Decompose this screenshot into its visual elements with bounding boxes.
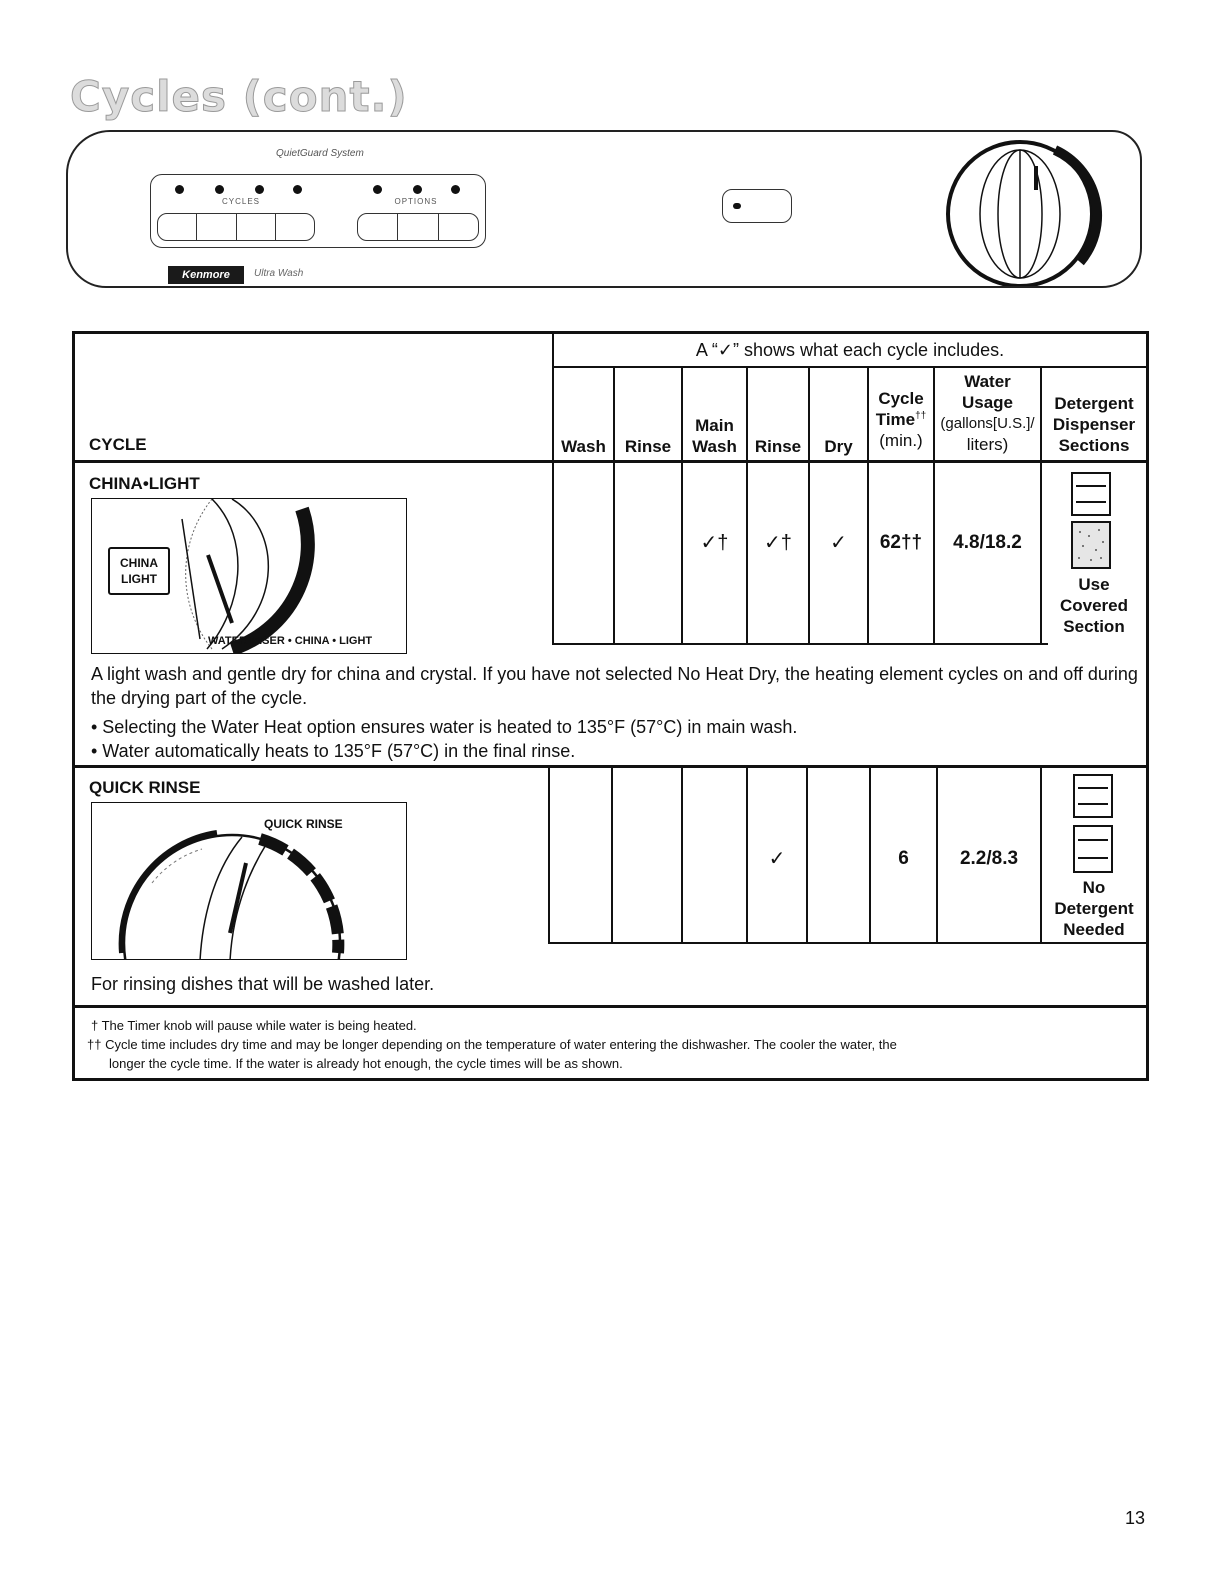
- wash-column-header: Wash: [561, 437, 606, 456]
- detergent-instruction-line: Section: [1063, 617, 1125, 636]
- quick-rinse-dial-illustration: [91, 802, 407, 960]
- detergent-header-line: Dispenser: [1052, 415, 1136, 434]
- brand-logo: Kenmore: [168, 266, 244, 284]
- cycles-label: CYCLES: [221, 197, 260, 206]
- grid-line: [808, 366, 810, 643]
- grid-line: [552, 643, 1048, 645]
- water-header-line: Water: [964, 372, 1011, 391]
- detergent-header-line: Detergent: [1054, 394, 1134, 413]
- cycle-time-value: 6: [898, 848, 909, 869]
- grid-line: [746, 366, 748, 643]
- cycle-led: [255, 185, 264, 194]
- option-led: [373, 185, 382, 194]
- clean-led: [733, 203, 741, 209]
- china-light-dial-illustration: [91, 498, 407, 654]
- detergent-instruction: [1042, 574, 1146, 637]
- cycle-time-header-line: Cycle: [878, 389, 924, 408]
- china-light-bullet: • Selecting the Water Heat option ensures water is heated to 135°F (57°C) in main wash.: [91, 717, 798, 737]
- option-button: [398, 214, 438, 240]
- clean-indicator: [722, 189, 792, 223]
- detergent-instruction-line: No: [1082, 878, 1106, 897]
- button-label: LIGHT: [121, 572, 157, 586]
- grid-line: [613, 366, 615, 643]
- dry-column-header: Dry: [824, 437, 853, 456]
- dry-check: ✓: [830, 532, 847, 554]
- button-label: CHINA: [120, 556, 158, 570]
- option-button: [358, 214, 398, 240]
- cycle-buttons: [157, 213, 315, 241]
- footnote: longer the cycle time. If the water is already hot enough, the cycle times will be as shown.: [109, 1056, 623, 1071]
- footnote: †† Cycle time includes dry time and may be longer depending on the temperature of water entering the dishwasher. The cooler the water, the: [87, 1037, 897, 1052]
- detergent-header-line: Sections: [1058, 436, 1130, 455]
- cycle-time-column-header: [869, 388, 933, 451]
- dial-icon: [172, 499, 407, 654]
- quick-rinse-description: For rinsing dishes that will be washed later.: [91, 974, 435, 994]
- main-wash-column-header: Main Wash: [692, 416, 737, 456]
- grid-line: [552, 334, 554, 643]
- system-label: QuietGuard System: [276, 148, 364, 159]
- rinse-check: ✓†: [764, 532, 792, 554]
- option-led: [413, 185, 422, 194]
- water-header-line: (gallons[U.S.]/: [940, 415, 1035, 432]
- rinse2-column-header: Rinse: [754, 437, 802, 456]
- water-header-line: liters): [966, 435, 1009, 454]
- cycle-button: [197, 214, 236, 240]
- cycle-led: [215, 185, 224, 194]
- grid-line: [806, 768, 808, 944]
- option-led: [451, 185, 460, 194]
- cycle-button: [276, 214, 314, 240]
- detergent-instruction: [1042, 877, 1146, 940]
- footnote: † The Timer knob will pause while water is being heated.: [91, 1018, 417, 1033]
- china-light-description: A light wash and gentle dry for china and crystal. If you have not selected No Heat Dry, the heating element cycles on and off during the drying part of the cycle.: [91, 664, 1138, 708]
- options-label: OPTIONS: [394, 197, 438, 206]
- grid-line: [611, 768, 613, 944]
- china-light-button: [108, 547, 170, 595]
- table-caption: A “✓” shows what each cycle includes.: [695, 340, 1005, 360]
- grid-line: [681, 366, 683, 643]
- detergent-dispenser-icon: [1071, 472, 1113, 570]
- detergent-instruction-line: Use: [1078, 575, 1110, 594]
- cycles-button-group: [150, 174, 486, 248]
- grid-line: [548, 942, 1146, 944]
- header-divider: [75, 460, 1146, 463]
- cycle-column-header: CYCLE: [89, 435, 147, 454]
- control-panel-illustration: [66, 130, 1142, 288]
- main-wash-check: ✓†: [700, 532, 729, 554]
- detergent-column-header: [1042, 393, 1146, 456]
- cycle-button: [237, 214, 276, 240]
- water-usage-value: 2.2/8.3: [959, 848, 1019, 869]
- cycle-button: [158, 214, 197, 240]
- cycle-led: [293, 185, 302, 194]
- rinse-column-header: Rinse: [624, 437, 672, 456]
- cycle-time-header-text: Time: [875, 410, 916, 429]
- detergent-instruction-line: Covered: [1059, 596, 1129, 615]
- detergent-instruction-line: Needed: [1063, 920, 1125, 939]
- water-usage-column-header: [935, 371, 1040, 455]
- cycle-time-value: 62††: [879, 532, 923, 553]
- cycle-led: [175, 185, 184, 194]
- dial-caption: QUICK RINSE: [264, 817, 343, 831]
- cycle-time-header-line: (min.): [879, 431, 923, 450]
- detergent-dispenser-icon: [1073, 774, 1115, 874]
- water-usage-value: 4.8/18.2: [953, 532, 1022, 553]
- detergent-instruction-line: Detergent: [1054, 899, 1134, 918]
- dial-icon: [92, 803, 407, 960]
- timer-dial-icon: [880, 132, 1140, 288]
- rinse-check: ✓: [768, 848, 786, 870]
- cycle-name-quick-rinse: QUICK RINSE: [89, 778, 201, 797]
- china-light-bullet: • Water automatically heats to 135°F (57°C) in the final rinse.: [91, 741, 576, 761]
- page-title: Cycles (cont.): [70, 72, 408, 121]
- cycle-time-header-line: Time††: [875, 410, 927, 429]
- page-number: 13: [1124, 1508, 1145, 1528]
- grid-line: [681, 768, 683, 944]
- grid-line: [548, 768, 550, 944]
- water-header-line: Usage: [961, 393, 1014, 412]
- option-button: [439, 214, 478, 240]
- footnote-divider: [75, 1005, 1146, 1008]
- cycle-name-china-light: CHINA•LIGHT: [89, 474, 200, 493]
- brand-subtitle: Ultra Wash: [254, 268, 304, 279]
- cycle-table: [72, 331, 1149, 1081]
- dial-caption: WATER MISER • CHINA • LIGHT: [208, 635, 373, 647]
- option-buttons: [357, 213, 479, 241]
- grid-line: [552, 366, 1146, 368]
